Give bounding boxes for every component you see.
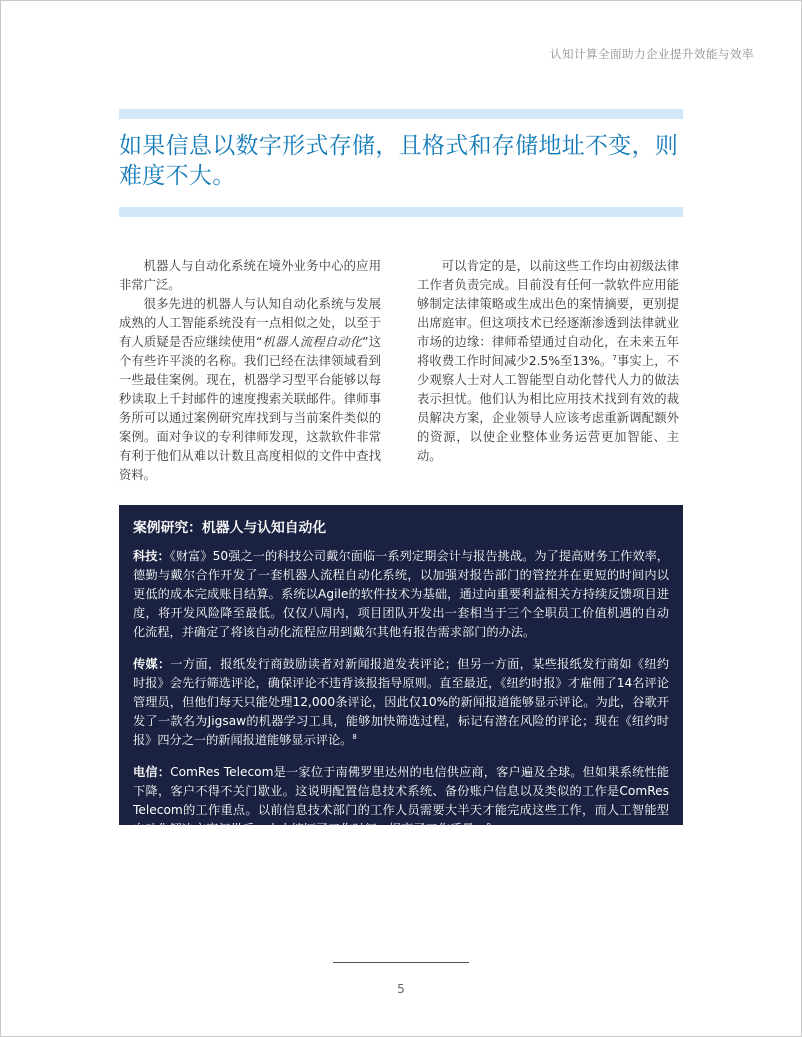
footnote-ref-8: 8: [352, 732, 357, 741]
right-paragraph-1: [417, 257, 679, 466]
bottom-accent-bar: [119, 207, 683, 217]
right-paragraph-1-text-a: 可以肯定的是，以前这些工作均由初级法律工作者负责完成。目前没有任何一款软件应用能够制定法律策略或生成出色的案情摘要，更别提出席庭审。但这项技术已经逐渐渗透到法律就业市场的边缘：律师希望通过自动化，在未来五年将收费工作时间减少2.5%至13%。: [417, 259, 679, 368]
footnote-ref-7: 7: [612, 353, 617, 362]
case-tech: [133, 547, 669, 642]
case-telecom: [133, 763, 669, 839]
pull-quote-headline: 如果信息以数字形式存储，且格式和存储地址不变，则难度不大。: [119, 133, 679, 189]
case-tech-label: 科技：: [133, 549, 170, 563]
left-paragraph-2-text-b: ”这个有些许平淡的名称。我们已经在法律领域看到一些最佳案例。现在，机器学习型平台能够以每秒读取上千封邮件的速度搜索关联邮件。律师事务所可以通过案例研究库找到与当前案件类似的案例。面对争议的专利律师发现，这款软件非常有利于他们从难以计数且高度相似的文件中查找资料。: [119, 335, 381, 482]
case-study-title: 案例研究：机器人与认知自动化: [133, 520, 327, 536]
top-accent-bar: [119, 109, 683, 119]
case-media-label: 传媒：: [133, 657, 171, 671]
left-paragraph-2-emphasis: 机器人流程自动化: [262, 335, 363, 349]
case-telecom-text: ComRes Telecom是一家位于南佛罗里达州的电信供应商，客户遍及全球。但如果系统性能下降，客户不得不关门歇业。这说明配置信息技术系统、备份账户信息以及类似的工作是ComRes Telecom的工作重点。以前信息技术部门的工作人员需要大半天才能完成这些工作，而人工智能型自动化解决方案问世后，大大缩短了工作时间，提高了工作质量。: [133, 765, 669, 836]
page-number: 5: [397, 982, 405, 996]
left-paragraph-2: [119, 295, 381, 485]
running-header: 认知计算全面助力企业提升效能与效率: [550, 47, 754, 61]
case-telecom-label: 电信：: [133, 765, 171, 779]
case-tech-text: 《财富》50强之一的科技公司戴尔面临一系列定期会计与报告挑战。为了提高财务工作效率，德勤与戴尔合作开发了一套机器人流程自动化系统，以加强对报告部门的管控并在更短的时间内以更低的成本完成账目结算。系统以Agile的软件技术为基础，通过向重要利益相关方持续反馈项目进度，将开发风险降至最低。仅仅八周内，项目团队开发出一套相当于三个全职员工价值机遇的自动化流程，并确定了将该自动化流程应用到戴尔其他有报告需求部门的办法。: [133, 549, 669, 639]
right-column: [417, 257, 679, 466]
case-media-text: 一方面，报纸发行商鼓励读者对新闻报道发表评论；但另一方面，某些报纸发行商如《纽约时报》会先行筛选评论，确保评论不违背该报指导原则。直至最近，《纽约时报》才雇佣了14名评论管理员，但他们每天只能处理12,000条评论，因此仅10%的新闻报道能够显示评论。为此，谷歌开发了一款名为Jigsaw的机器学习工具，能够加快筛选过程，标记有潜在风险的评论；现在《纽约时报》四分之一的新闻报道能够显示评论。: [133, 657, 670, 747]
left-paragraph-2-text-a: 很多先进的机器人与认知自动化系统与发展成熟的人工智能系统没有一点相似之处，以至于有人质疑是否应继续使用“: [119, 297, 381, 349]
footer-divider: [333, 962, 469, 963]
case-media: [133, 655, 669, 750]
case-study-box: [119, 505, 683, 836]
left-column: [119, 257, 381, 485]
right-paragraph-1-text-b: 事实上，不少观察人士对人工智能型自动化替代人力的做法表示担忧。他们认为相比应用技术找到有效的裁员解决方案，企业领导人应该考虑重新调配额外的资源，以使企业整体业务运营更加智能、主动。: [417, 354, 679, 463]
left-paragraph-1: 机器人与自动化系统在境外业务中心的应用非常广泛。: [119, 259, 381, 292]
footnote-ref-9: 9: [486, 821, 491, 830]
